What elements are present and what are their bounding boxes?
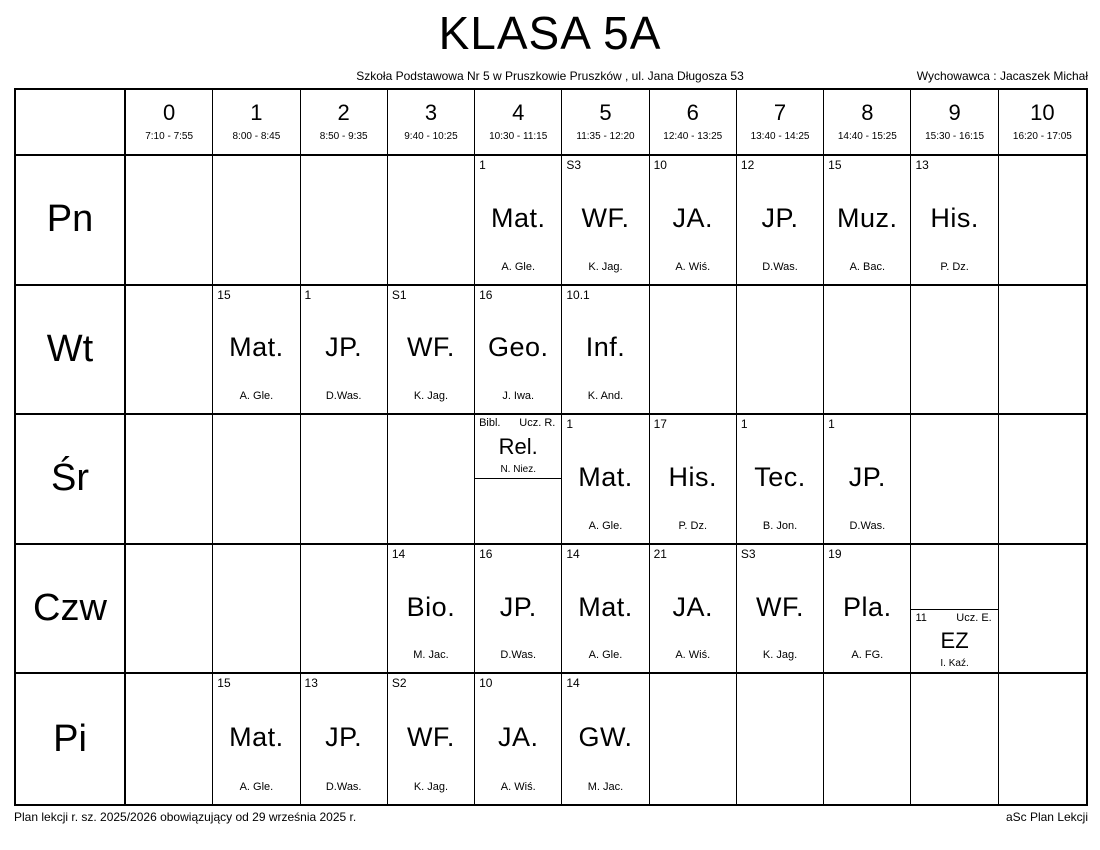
- lesson-room: 17: [653, 417, 667, 432]
- empty-cell-sr-10: [999, 415, 1086, 545]
- lesson: [562, 415, 648, 543]
- day-label-text: Pi: [53, 717, 87, 760]
- period-time: 8:00 - 8:45: [232, 131, 281, 142]
- period-time: 13:40 - 14:25: [750, 131, 810, 142]
- lesson-subject: JP.: [499, 591, 537, 622]
- lesson-teacher: K. Jag.: [413, 390, 449, 403]
- lesson-subject: WF.: [581, 202, 630, 233]
- lesson-subject: Rel.: [498, 433, 538, 459]
- empty-cell-sr-3: [388, 415, 475, 545]
- period-header-3: [388, 90, 475, 156]
- lesson: [562, 156, 648, 284]
- lesson-room: 15: [217, 676, 231, 691]
- lesson-cell-wt-1: [213, 286, 300, 416]
- lesson-teacher: B. Jon.: [762, 519, 798, 532]
- lesson-subject: Geo.: [487, 332, 549, 363]
- lesson-cell-czw-8: [824, 545, 911, 675]
- lesson-cell-pi-4: [475, 674, 562, 804]
- day-label-wt: [16, 286, 126, 416]
- lesson-cell-czw-4: [475, 545, 562, 675]
- lesson-room: 13: [915, 158, 929, 172]
- timetable-grid: [14, 88, 1088, 806]
- lesson-cell-pn-7: [737, 156, 824, 286]
- lesson-teacher: A. Wiś.: [675, 649, 711, 662]
- lesson-cell-czw-9: [911, 545, 998, 675]
- lesson-room: 1: [566, 417, 574, 432]
- split-top-half: [475, 415, 561, 479]
- lesson-teacher: K. Jag.: [762, 649, 798, 662]
- period-header-6: [650, 90, 737, 156]
- lesson-room: 1: [740, 417, 748, 432]
- lesson-subject: JA.: [672, 202, 714, 233]
- lesson-subject: WF.: [406, 722, 455, 753]
- day-label-text: Śr: [51, 457, 89, 500]
- lesson: [301, 286, 387, 414]
- lesson-teacher: A. Wiś.: [500, 781, 536, 793]
- lesson-teacher: A. Gle.: [588, 519, 623, 532]
- homeroom-teacher: Wychowawca : Jacaszek Michał: [916, 69, 1088, 83]
- split-bottom-half: [911, 609, 997, 673]
- day-label-pi: [16, 674, 126, 804]
- footer-plan-info: Plan lekcji r. sz. 2025/2026 obowiązujący od 29 września 2025 r.: [14, 810, 357, 824]
- lesson-teacher: A. FG.: [851, 649, 884, 662]
- lesson: [475, 545, 561, 673]
- period-time: 12:40 - 13:25: [663, 131, 723, 142]
- lesson-subject: WF.: [406, 332, 455, 363]
- period-time: 7:10 - 7:55: [145, 131, 194, 142]
- empty-cell-sr-9: [911, 415, 998, 545]
- period-number: 8: [861, 100, 874, 125]
- lesson-cell-czw-3: [388, 545, 475, 675]
- lesson: [650, 415, 736, 543]
- empty-cell-czw-1: [213, 545, 300, 675]
- lesson-cell-pn-6: [650, 156, 737, 286]
- period-header-5: [562, 90, 649, 156]
- lesson-cell-sr-5: [562, 415, 649, 545]
- lesson-room: 1: [304, 287, 312, 302]
- lesson-room: 14: [391, 546, 406, 561]
- lesson: [475, 286, 561, 414]
- lesson-room: S1: [391, 287, 407, 302]
- lesson-teacher: K. Jag.: [588, 260, 623, 273]
- lesson-room: 19: [828, 546, 842, 561]
- lesson-cell-czw-5: [562, 545, 649, 675]
- day-label-text: Czw: [33, 587, 107, 630]
- period-number: 5: [599, 100, 612, 125]
- lesson-teacher: A. Gle.: [239, 390, 274, 403]
- lesson-subject: JP.: [325, 722, 363, 753]
- empty-cell-czw-2: [301, 545, 388, 675]
- period-header-8: [824, 90, 911, 156]
- period-time: 11:35 - 12:20: [576, 131, 635, 142]
- lesson-cell-pi-1: [213, 674, 300, 804]
- lesson: [737, 545, 823, 673]
- lesson-cell-pi-5: [562, 674, 649, 804]
- lesson-subject: Mat.: [490, 202, 546, 233]
- lesson-cell-sr-8: [824, 415, 911, 545]
- corner-cell: [16, 90, 126, 156]
- empty-cell-czw-10: [999, 545, 1086, 675]
- period-header-1: [213, 90, 300, 156]
- lesson-subject: JP.: [848, 461, 886, 492]
- lesson-room: Bibl.: [479, 417, 501, 430]
- day-label-sr: [16, 415, 126, 545]
- empty-cell-sr-2: [301, 415, 388, 545]
- lesson-subject: Mat.: [229, 332, 284, 363]
- lesson-subject: Muz.: [837, 202, 898, 233]
- empty-cell-pn-3: [388, 156, 475, 286]
- empty-cell-wt-10: [999, 286, 1086, 416]
- lesson-teacher: A. Gle.: [588, 649, 623, 662]
- lesson-subject: His.: [668, 461, 718, 492]
- empty-cell-wt-0: [126, 286, 213, 416]
- lesson-room: 1: [828, 417, 835, 432]
- period-number: 0: [163, 100, 176, 125]
- lesson-cell-pn-4: [475, 156, 562, 286]
- lesson-subject: Inf.: [585, 332, 626, 363]
- lesson-teacher: K. And.: [587, 390, 624, 403]
- lesson-subject: Bio.: [406, 591, 456, 622]
- split-top-half: [911, 545, 997, 609]
- lesson-teacher: J. Iwa.: [502, 390, 535, 403]
- lesson-teacher: A. Bac.: [849, 260, 886, 273]
- lesson-cell-czw-7: [737, 545, 824, 675]
- period-number: 4: [512, 100, 525, 125]
- page-title: KLASA 5A: [438, 7, 662, 59]
- empty-cell-sr-0: [126, 415, 213, 545]
- day-label-text: Pn: [46, 198, 94, 241]
- period-header-10: [999, 90, 1086, 156]
- empty-cell-pi-7: [737, 674, 824, 804]
- empty-cell-pi-6: [650, 674, 737, 804]
- period-time: 15:30 - 16:15: [925, 131, 985, 142]
- mini-lesson: [911, 610, 997, 673]
- lesson: [388, 545, 474, 673]
- period-header-4: [475, 90, 562, 156]
- lesson-teacher: D.Was.: [849, 519, 886, 532]
- lesson-teacher: A. Gle.: [239, 781, 274, 793]
- lesson-room: 12: [740, 158, 755, 172]
- lesson: [475, 156, 561, 284]
- empty-cell-wt-6: [650, 286, 737, 416]
- lesson: [475, 674, 561, 804]
- lesson-subject: JA.: [672, 591, 714, 622]
- lesson-teacher: K. Jag.: [413, 781, 449, 793]
- lesson-group: Ucz. E.: [956, 611, 992, 624]
- lesson-room: 14: [566, 676, 580, 691]
- period-time: 16:20 - 17:05: [1012, 131, 1072, 142]
- lesson-cell-wt-3: [388, 286, 475, 416]
- empty-cell-pi-8: [824, 674, 911, 804]
- lesson-room: 16: [479, 546, 493, 561]
- lesson-cell-sr-6: [650, 415, 737, 545]
- empty-cell-pi-10: [999, 674, 1086, 804]
- lesson-teacher: I. Kaź.: [940, 658, 969, 670]
- period-header-0: [126, 90, 213, 156]
- period-number: 3: [424, 100, 438, 125]
- lesson-room: 14: [566, 546, 580, 561]
- lesson-room: 10.1: [566, 287, 590, 302]
- lesson-teacher: M. Jac.: [587, 781, 624, 793]
- lesson-cell-wt-2: [301, 286, 388, 416]
- empty-cell-sr-1: [213, 415, 300, 545]
- lesson-subject: Mat.: [229, 722, 284, 753]
- lesson: [301, 674, 387, 804]
- lesson-teacher: D.Was.: [325, 390, 362, 403]
- lesson-cell-pi-2: [301, 674, 388, 804]
- lesson-teacher: N. Niez.: [500, 463, 536, 475]
- mini-lesson-head: [911, 610, 997, 624]
- lesson-room: 1: [479, 158, 486, 172]
- lesson-subject: Pla.: [843, 591, 892, 622]
- lesson: [824, 415, 910, 543]
- lesson-cell-sr-7: [737, 415, 824, 545]
- lesson-subject: JP.: [325, 332, 363, 363]
- lesson-room: 10: [479, 676, 493, 691]
- lesson-room: S2: [391, 676, 407, 691]
- lesson: [388, 286, 474, 414]
- empty-cell-pi-0: [126, 674, 213, 804]
- school-name: Szkoła Podstawowa Nr 5 w Pruszkowie Pruszków , ul. Jana Długosza 53: [356, 69, 744, 83]
- empty-cell-pi-9: [911, 674, 998, 804]
- lesson: [562, 674, 648, 804]
- lesson: [562, 286, 648, 414]
- lesson-room: S3: [566, 158, 582, 172]
- empty-cell-wt-7: [737, 286, 824, 416]
- period-number: 6: [686, 100, 699, 125]
- period-number: 1: [250, 100, 263, 125]
- lesson-cell-wt-4: [475, 286, 562, 416]
- period-number: 9: [948, 100, 961, 125]
- lesson-subject: WF.: [756, 591, 805, 622]
- lesson: [737, 415, 823, 543]
- empty-cell-pn-0: [126, 156, 213, 286]
- lesson: [737, 156, 823, 284]
- lesson-room: S3: [740, 546, 756, 561]
- lesson-room: 21: [653, 546, 667, 561]
- lesson-subject: His.: [930, 202, 979, 233]
- lesson: [213, 674, 299, 804]
- period-number: 7: [773, 100, 787, 125]
- mini-lesson: [475, 415, 561, 478]
- lesson-group: Ucz. R.: [519, 417, 556, 430]
- empty-cell-wt-9: [911, 286, 998, 416]
- lesson-room: 10: [653, 158, 667, 172]
- lesson-subject: GW.: [578, 722, 633, 753]
- lesson-teacher: A. Wiś.: [675, 260, 711, 273]
- lesson-room: 13: [304, 676, 318, 691]
- lesson: [388, 674, 474, 804]
- period-header-9: [911, 90, 998, 156]
- lesson-room: 16: [479, 287, 493, 302]
- lesson-teacher: A. Gle.: [501, 260, 536, 273]
- empty-cell-czw-0: [126, 545, 213, 675]
- lesson-cell-wt-5: [562, 286, 649, 416]
- lesson: [650, 156, 736, 284]
- lesson: [650, 545, 736, 673]
- period-time: 8:50 - 9:35: [319, 131, 368, 142]
- lesson-teacher: D.Was.: [500, 649, 537, 662]
- lesson-teacher: P. Dz.: [678, 519, 708, 532]
- lesson-subject: JP.: [761, 202, 799, 233]
- lesson-cell-sr-4: [475, 415, 562, 545]
- lesson-teacher: P. Dz.: [940, 260, 969, 273]
- period-number: 10: [1030, 100, 1055, 125]
- lesson-teacher: D.Was.: [762, 260, 798, 273]
- lesson-cell-pn-8: [824, 156, 911, 286]
- period-time: 14:40 - 15:25: [837, 131, 897, 142]
- lesson-cell-pi-3: [388, 674, 475, 804]
- footer-app-name: aSc Plan Lekcji: [1005, 810, 1088, 824]
- mini-lesson-head: [475, 415, 561, 429]
- empty-cell-pn-10: [999, 156, 1086, 286]
- period-header-7: [737, 90, 824, 156]
- day-label-czw: [16, 545, 126, 675]
- lesson: [213, 286, 299, 414]
- period-number: 2: [337, 100, 350, 125]
- lesson-room: 15: [828, 158, 842, 172]
- lesson-teacher: M. Jac.: [413, 649, 449, 662]
- lesson-room: 11: [915, 611, 927, 624]
- lesson-subject: Mat.: [578, 461, 633, 492]
- lesson-room: 15: [217, 287, 231, 302]
- empty-cell-pn-2: [301, 156, 388, 286]
- day-label-text: Wt: [46, 327, 94, 370]
- period-time: 10:30 - 11:15: [489, 131, 548, 142]
- period-header-2: [301, 90, 388, 156]
- lesson: [824, 545, 910, 673]
- lesson-cell-pn-5: [562, 156, 649, 286]
- empty-cell-wt-8: [824, 286, 911, 416]
- lesson-subject: EZ: [940, 627, 969, 653]
- lesson: [824, 156, 910, 284]
- day-label-pn: [16, 156, 126, 286]
- period-time: 9:40 - 10:25: [404, 131, 458, 142]
- empty-cell-pn-1: [213, 156, 300, 286]
- lesson-subject: Mat.: [578, 591, 633, 622]
- split-bottom-half: [475, 479, 561, 543]
- lesson: [562, 545, 648, 673]
- lesson-subject: Tec.: [754, 461, 806, 492]
- lesson: [911, 156, 997, 284]
- lesson-subject: JA.: [497, 722, 539, 753]
- lesson-teacher: D.Was.: [325, 781, 362, 793]
- lesson-cell-czw-6: [650, 545, 737, 675]
- lesson-cell-pn-9: [911, 156, 998, 286]
